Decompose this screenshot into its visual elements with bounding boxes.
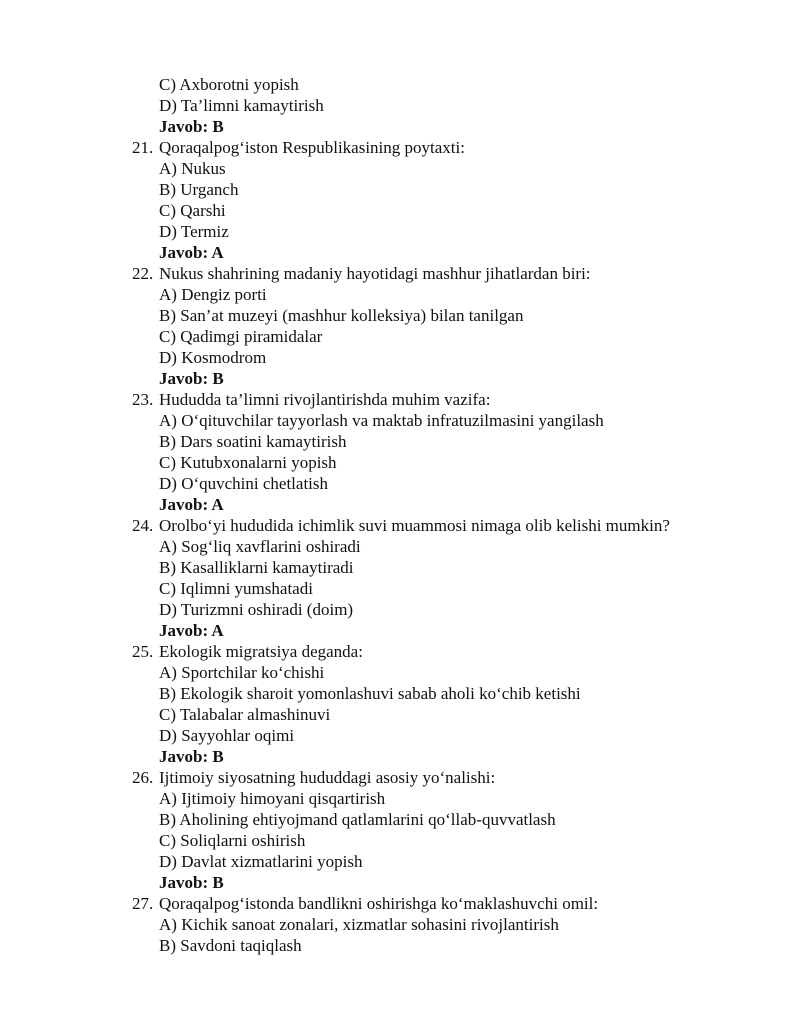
question-text: Orolbo‘yi hududida ichimlik suvi muammosi nimaga olib kelishi mumkin?: [159, 516, 670, 535]
answer: Javob: A: [159, 243, 224, 262]
option: C) Iqlimni yumshatadi: [159, 579, 313, 598]
question-number: 24.: [132, 516, 154, 535]
option: A) Sog‘liq xavflarini oshiradi: [159, 537, 361, 556]
question-25: [0, 641, 800, 767]
question-number: 26.: [132, 768, 154, 787]
option: C) Qadimgi piramidalar: [159, 327, 323, 346]
option: A) Sportchilar ko‘chishi: [159, 663, 325, 682]
option: C) Talabalar almashinuvi: [159, 705, 331, 724]
option: C) Axborotni yopish: [159, 75, 299, 94]
question-26: [0, 767, 800, 893]
question-line: [0, 389, 800, 410]
option: A) Dengiz porti: [159, 285, 267, 304]
question-21: [0, 137, 800, 263]
question-text: Ijtimoiy siyosatning hududdagi asosiy yo‘nalishi:: [159, 768, 496, 787]
option: D) Termiz: [159, 222, 229, 241]
question-24: [0, 515, 800, 641]
answer: Javob: B: [159, 117, 224, 136]
option: C) Qarshi: [159, 201, 226, 220]
question-number: 23.: [132, 390, 154, 409]
option: B) Ekologik sharoit yomonlashuvi sabab aholi ko‘chib ketishi: [159, 684, 581, 703]
question-line: [0, 767, 800, 788]
question-line: [0, 515, 800, 536]
question-number: 25.: [132, 642, 154, 661]
question-line: [0, 263, 800, 284]
option: D) Turizmni oshiradi (doim): [159, 600, 354, 619]
option: C) Soliqlarni oshirish: [159, 831, 306, 850]
option: D) Sayyohlar oqimi: [159, 726, 295, 745]
question-23: [0, 389, 800, 515]
answer: Javob: B: [159, 747, 224, 766]
question-number: 21.: [132, 138, 154, 157]
option: A) Ijtimoiy himoyani qisqartirish: [159, 789, 386, 808]
option: B) Urganch: [159, 180, 239, 199]
answer: Javob: A: [159, 621, 224, 640]
answer: Javob: A: [159, 495, 224, 514]
document-page: [0, 74, 800, 956]
option: D) O‘quvchini chetlatish: [159, 474, 329, 493]
option: A) Nukus: [159, 159, 226, 178]
option: B) Kasalliklarni kamaytiradi: [159, 558, 354, 577]
question-number: 27.: [132, 894, 154, 913]
question-text: Hududda ta’limni rivojlantirishda muhim vazifa:: [159, 390, 491, 409]
answer: Javob: B: [159, 873, 224, 892]
option: C) Kutubxonalarni yopish: [159, 453, 337, 472]
option: D) Kosmodrom: [159, 348, 267, 367]
question-number: 22.: [132, 264, 154, 283]
option: D) Davlat xizmatlarini yopish: [159, 852, 363, 871]
question-text: Qoraqalpog‘istonda bandlikni oshirishga ko‘maklashuvchi omil:: [159, 894, 599, 913]
option: B) Savdoni taqiqlash: [159, 936, 302, 955]
answer: Javob: B: [159, 369, 224, 388]
option: A) Kichik sanoat zonalari, xizmatlar sohasini rivojlantirish: [159, 915, 559, 934]
question-line: [0, 137, 800, 158]
question-line: [0, 893, 800, 914]
question-27: [0, 893, 800, 956]
option: B) Aholining ehtiyojmand qatlamlarini qo‘llab-quvvatlash: [159, 810, 556, 829]
option: D) Ta’limni kamaytirish: [159, 96, 324, 115]
question-line: [0, 641, 800, 662]
question-text: Nukus shahrining madaniy hayotidagi mashhur jihatlardan biri:: [159, 264, 591, 283]
option: B) San’at muzeyi (mashhur kolleksiya) bilan tanilgan: [159, 306, 524, 325]
question-22: [0, 263, 800, 389]
question-text: Ekologik migratsiya deganda:: [159, 642, 363, 661]
option: A) O‘qituvchilar tayyorlash va maktab infratuzilmasini yangilash: [159, 411, 604, 430]
option: B) Dars soatini kamaytirish: [159, 432, 347, 451]
continuation-block: [0, 74, 800, 137]
question-text: Qoraqalpog‘iston Respublikasining poytaxti:: [159, 138, 465, 157]
